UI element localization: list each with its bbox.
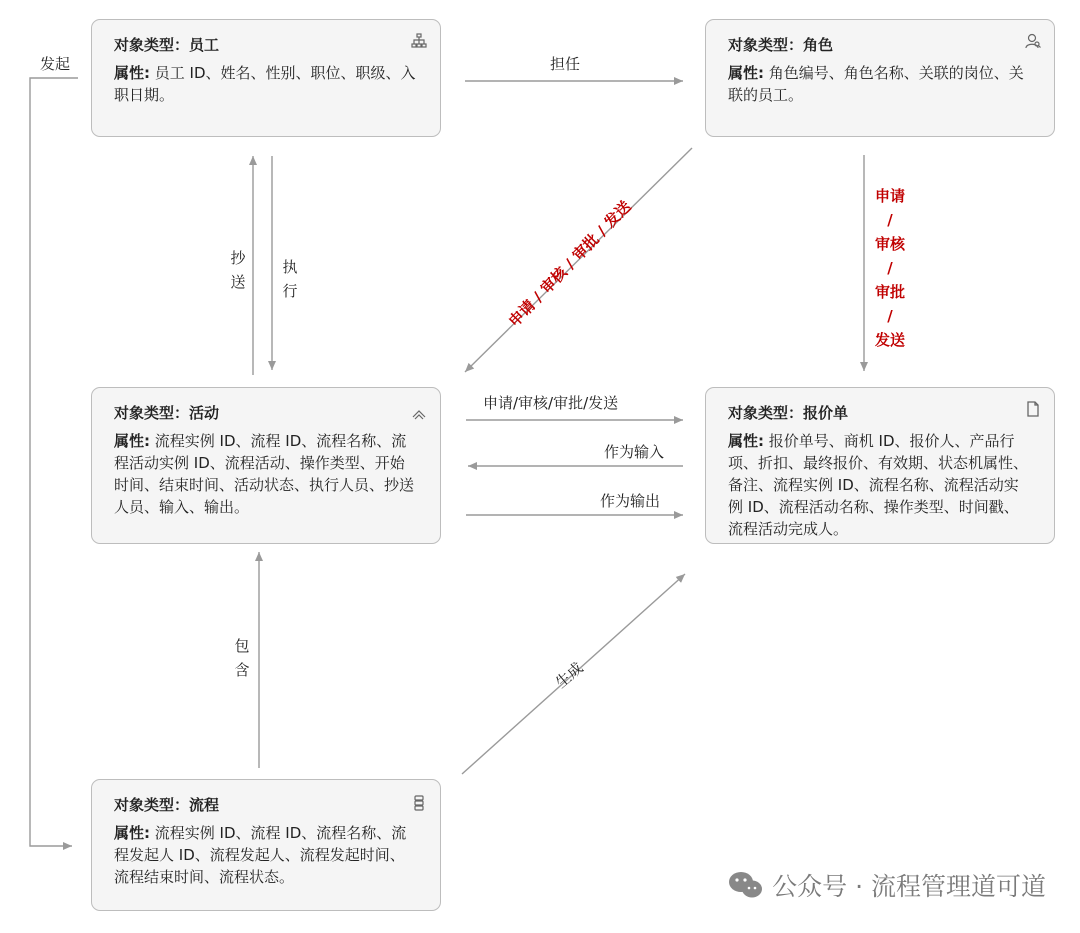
node-attributes [728, 62, 1032, 106]
user-search-icon [1024, 32, 1042, 50]
edge-label-cc: 抄送 [230, 249, 246, 291]
edge-label-as-input: 作为输入 [604, 443, 665, 461]
node-role[interactable] [705, 19, 1055, 137]
attr-text: 员工 ID、姓名、性别、职位、职级、入职日期。 [114, 64, 416, 104]
node-process[interactable] [91, 779, 441, 911]
watermark-text: 公众号 · 流程管理道可道 [772, 872, 1046, 901]
node-title: 对象类型：员工 [114, 36, 220, 54]
edge-label-generate: 生成 [552, 658, 587, 692]
node-quote[interactable] [705, 387, 1055, 544]
edge-label-contains: 包含 [234, 637, 250, 679]
document-icon [1024, 400, 1042, 418]
node-employee[interactable] [91, 19, 441, 137]
attr-label: 属性: [728, 64, 764, 82]
attr-text: 流程实例 ID、流程 ID、流程名称、流程发起人 ID、流程发起人、流程发起时间、流程结束时间、流程状态。 [114, 824, 407, 886]
attr-label: 属性: [114, 824, 150, 842]
node-title: 对象类型：报价单 [728, 404, 849, 422]
watermark [728, 867, 1046, 903]
edge-label-execute: 执行 [282, 258, 298, 300]
attr-label: 属性: [114, 64, 150, 82]
edge-label-role-to-activity: 申请 / 审核 / 审批 / 发送 [505, 197, 635, 331]
chevron-up-icon [410, 406, 428, 424]
edge-label-segment: 申请 [874, 187, 905, 205]
attr-label: 属性: [728, 432, 764, 450]
attr-text: 角色编号、角色名称、关联的岗位、关联的员工。 [728, 64, 1024, 104]
org-chart-icon [410, 32, 428, 50]
attr-text: 报价单号、商机 ID、报价人、产品行项、折扣、最终报价、有效期、状态机属性、备注、流程实例 ID、流程名称、流程活动实例 ID、流程活动名称、操作类型、时间戳、流程活动完成人。 [728, 432, 1029, 538]
edge-label-role-to-quote [870, 184, 910, 352]
node-title: 对象类型：活动 [114, 404, 220, 422]
edge-label-segment: 审批 [874, 283, 905, 301]
edge-label-activity-to-quote: 申请/审核/审批/发送 [483, 394, 619, 412]
edge-label-initiate: 发起 [40, 55, 71, 73]
edge-label-segment: / [887, 211, 893, 229]
node-activity[interactable] [91, 387, 441, 544]
edge-label-as-output: 作为输出 [600, 492, 661, 510]
attr-label: 属性: [114, 432, 150, 450]
edge-label-assume: 担任 [550, 55, 581, 73]
node-attributes [728, 430, 1032, 540]
edge-label-segment: 审核 [874, 235, 905, 253]
node-attributes [114, 62, 418, 106]
edge-initiate [30, 78, 78, 846]
edge-label-segment: 发送 [874, 331, 905, 349]
process-icon [410, 794, 428, 812]
node-title: 对象类型：角色 [728, 36, 834, 54]
attr-text: 流程实例 ID、流程 ID、流程名称、流程活动实例 ID、流程活动、操作类型、开始时间、结束时间、活动状态、执行人员、抄送人员、输入、输出。 [114, 432, 415, 516]
wechat-icon [728, 871, 764, 899]
node-title: 对象类型：流程 [114, 796, 220, 814]
edge-label-segment: / [887, 307, 893, 325]
node-attributes [114, 822, 418, 888]
node-attributes [114, 430, 418, 518]
edge-label-segment: / [887, 259, 893, 277]
